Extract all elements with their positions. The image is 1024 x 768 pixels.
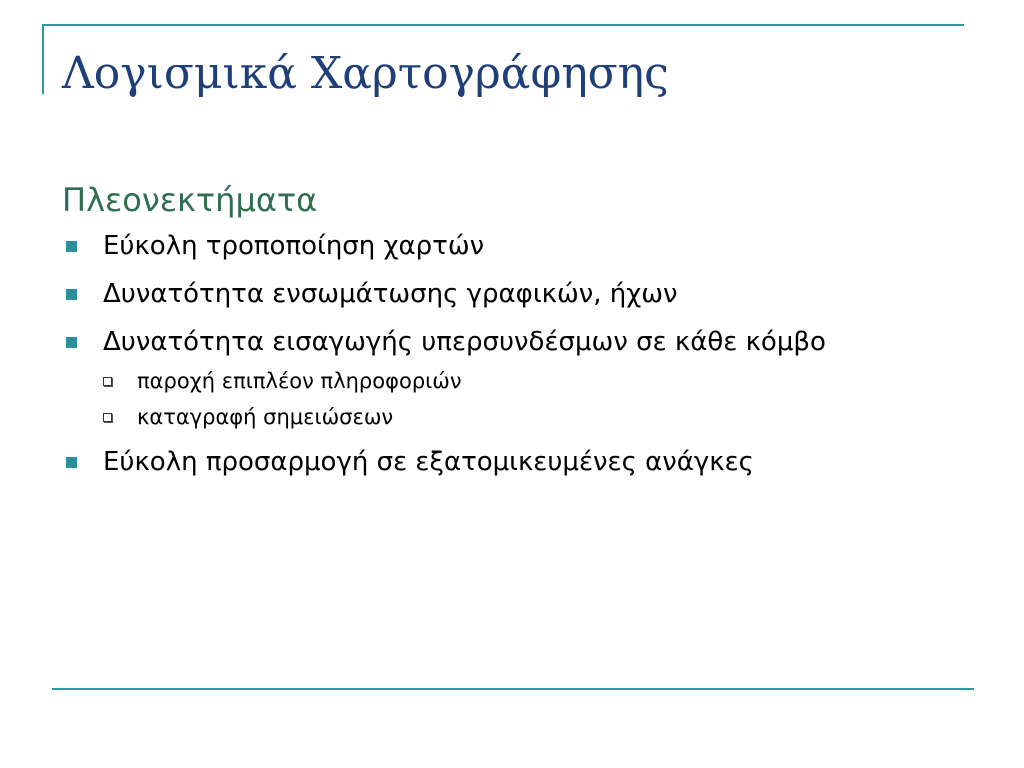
- sub-bullet-item: [103, 402, 964, 432]
- bottom-accent-line: [52, 688, 974, 690]
- hollow-square-bullet-icon: [103, 413, 112, 422]
- bullet-list: [62, 228, 964, 480]
- section-heading: Πλεονεκτήματα: [62, 181, 318, 219]
- square-bullet-icon: [66, 289, 77, 300]
- square-bullet-icon: [66, 457, 77, 468]
- slide-content: [62, 178, 964, 492]
- sub-bullet-item: [103, 366, 964, 396]
- slide-title: Λογισμικά Χαρτογράφησης: [62, 48, 669, 99]
- bullet-item: [62, 228, 964, 264]
- bullet-text: Εύκολη προσαρμογή σε εξατομικευμένες ανάγκες: [103, 447, 754, 477]
- bullet-item: [62, 444, 964, 480]
- sub-bullet-text: παροχή επιπλέον πληροφοριών: [137, 369, 462, 393]
- top-accent-line: [42, 24, 964, 26]
- left-accent-line: [42, 24, 44, 94]
- sub-bullet-text: καταγραφή σημειώσεων: [137, 405, 394, 429]
- bullet-text: Δυνατότητα ενσωμάτωσης γραφικών, ήχων: [103, 279, 678, 309]
- bullet-text: Εύκολη τροποποίηση χαρτών: [103, 231, 485, 261]
- hollow-square-bullet-icon: [103, 377, 112, 386]
- bullet-item: [62, 276, 964, 312]
- bullet-text: Δυνατότητα εισαγωγής υπερσυνδέσμων σε κάθε κόμβο: [103, 327, 826, 357]
- bullet-item: [62, 324, 964, 432]
- square-bullet-icon: [66, 337, 77, 348]
- sub-bullet-list: [103, 366, 964, 432]
- square-bullet-icon: [66, 241, 77, 252]
